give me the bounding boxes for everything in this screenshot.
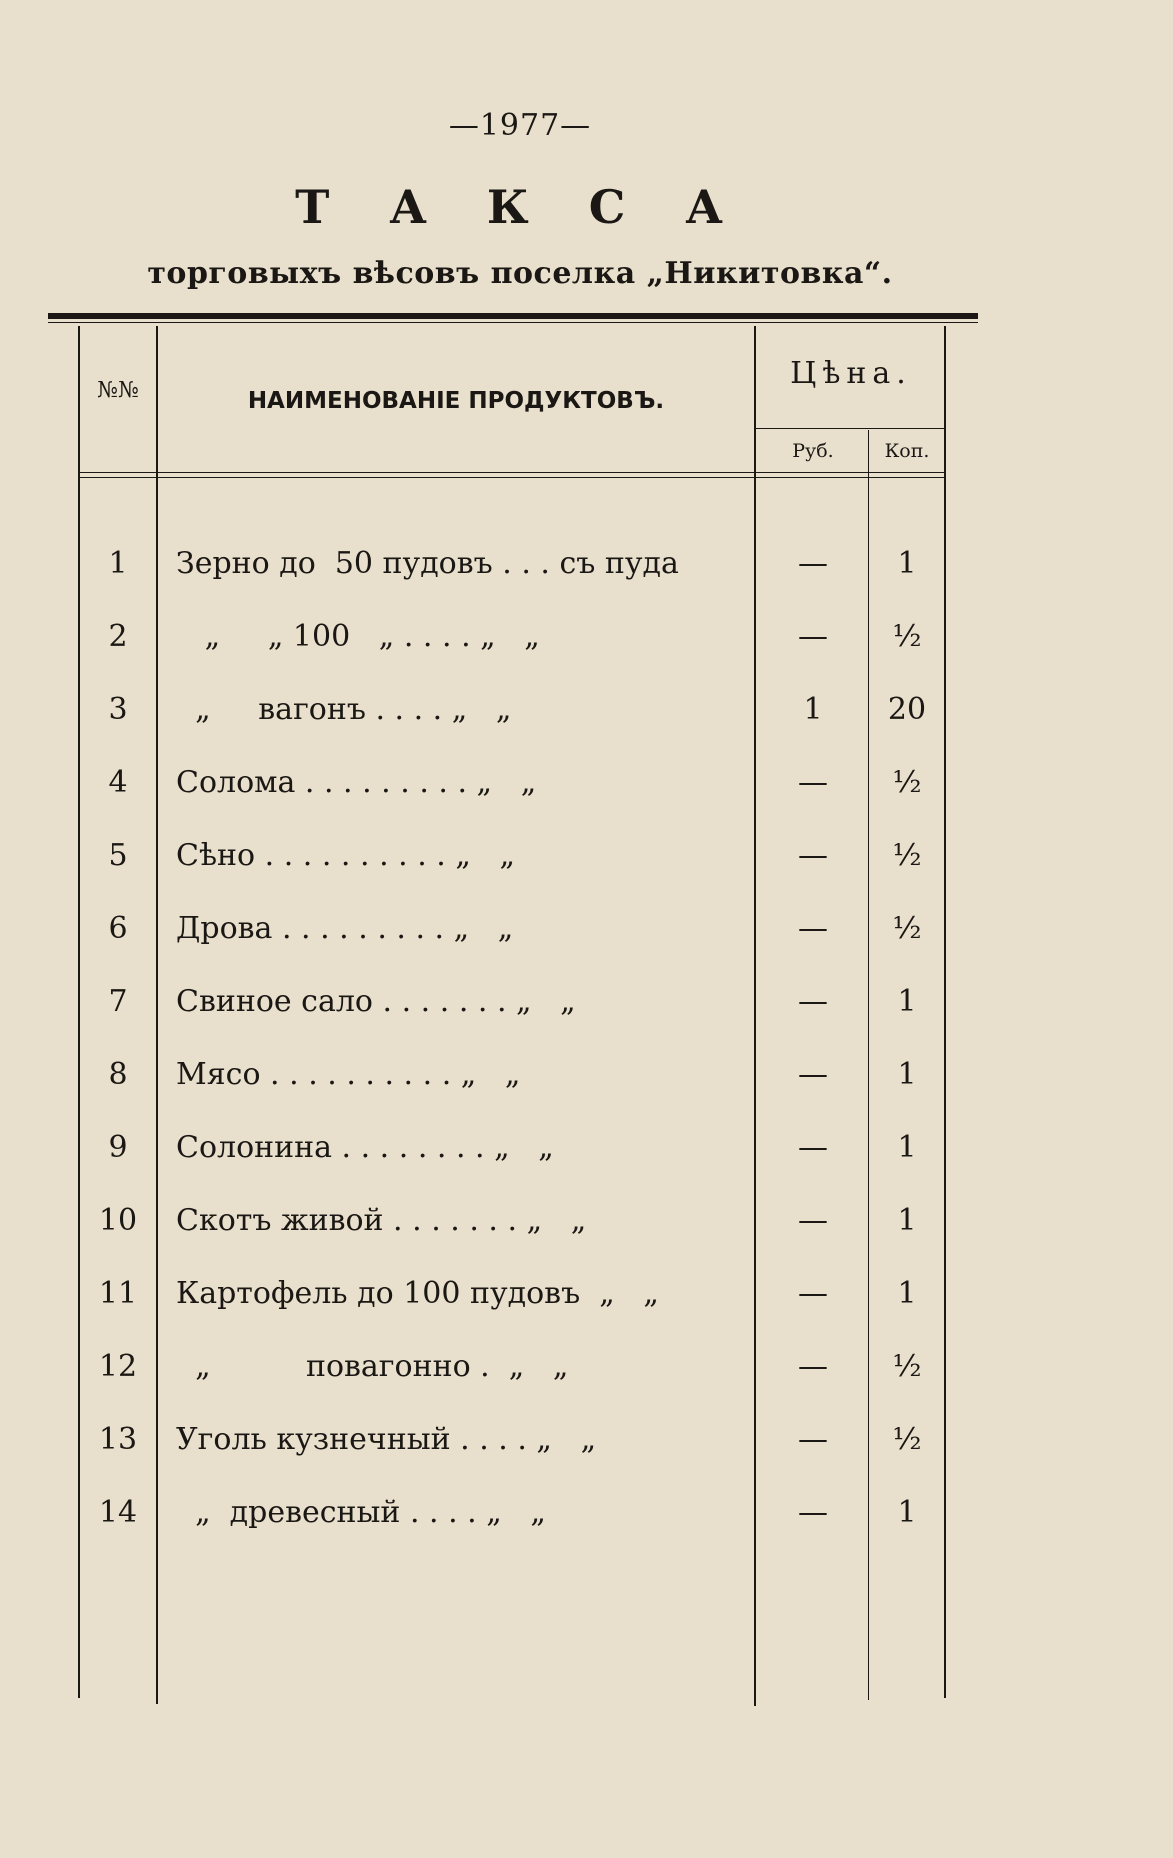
row-number: 4 — [108, 765, 128, 800]
row-number: 1 — [108, 546, 128, 581]
row-kop: ½ — [892, 911, 922, 946]
table-row — [0, 682, 1173, 742]
row-number: 14 — [98, 1495, 138, 1530]
header-price: Цѣна. — [790, 356, 912, 391]
row-kop: 1 — [897, 1203, 917, 1238]
row-number: 8 — [108, 1057, 128, 1092]
header-rub: Руб. — [792, 440, 834, 462]
row-number: 10 — [98, 1203, 138, 1238]
row-product: „ „ 100 „ . . . . „ „ — [176, 619, 540, 654]
row-product: „ вагонъ . . . . „ „ — [176, 692, 512, 727]
table-row — [0, 1193, 1173, 1253]
row-product: Свиное сало . . . . . . . „ „ — [176, 984, 576, 1019]
row-kop: 1 — [897, 1276, 917, 1311]
row-number: 11 — [98, 1276, 138, 1311]
row-rub: — — [798, 911, 828, 946]
table-row — [0, 1412, 1173, 1472]
row-rub: — — [798, 1130, 828, 1165]
row-product: Скотъ живой . . . . . . . „ „ — [176, 1203, 587, 1238]
row-product: Мясо . . . . . . . . . . „ „ — [176, 1057, 521, 1092]
row-number: 12 — [98, 1349, 138, 1384]
header-number: №№ — [97, 378, 139, 403]
row-number: 13 — [98, 1422, 138, 1457]
row-rub: 1 — [803, 692, 823, 727]
row-rub: — — [798, 984, 828, 1019]
header-kop: Коп. — [884, 440, 930, 462]
row-kop: ½ — [892, 1422, 922, 1457]
row-rub: — — [798, 1495, 828, 1530]
row-product: „ повагонно . „ „ — [176, 1349, 569, 1384]
row-rub: — — [798, 1203, 828, 1238]
row-rub: — — [798, 546, 828, 581]
row-kop: 1 — [897, 1130, 917, 1165]
row-number: 7 — [108, 984, 128, 1019]
row-number: 2 — [108, 619, 128, 654]
row-product: Картофель до 100 пудовъ „ „ — [176, 1276, 659, 1311]
table-row — [0, 1120, 1173, 1180]
row-product: Уголь кузнечный . . . . „ „ — [176, 1422, 597, 1457]
table-row — [0, 609, 1173, 669]
row-product: Сѣно . . . . . . . . . . „ „ — [176, 838, 516, 873]
row-kop: ½ — [892, 619, 922, 654]
table-row — [0, 1047, 1173, 1107]
row-kop: 1 — [897, 546, 917, 581]
table-row — [0, 1339, 1173, 1399]
row-product: Зерно до 50 пудовъ . . . съ пуда — [176, 546, 679, 581]
row-rub: — — [798, 1422, 828, 1457]
table-row — [0, 536, 1173, 596]
row-kop: ½ — [892, 838, 922, 873]
row-number: 3 — [108, 692, 128, 727]
row-rub: — — [798, 1276, 828, 1311]
row-kop: ½ — [892, 765, 922, 800]
row-product: Солонина . . . . . . . . „ „ — [176, 1130, 554, 1165]
row-rub: — — [798, 838, 828, 873]
document-subtitle: торговыхъ вѣсовъ поселка „Никитовка“. — [147, 256, 893, 291]
price-subheader-line — [756, 428, 944, 429]
row-rub: — — [798, 619, 828, 654]
table-row — [0, 1485, 1173, 1545]
row-kop: ½ — [892, 1349, 922, 1384]
page-number: —1977— — [448, 108, 592, 143]
table-row — [0, 828, 1173, 888]
row-kop: 1 — [897, 1057, 917, 1092]
row-rub: — — [798, 1349, 828, 1384]
top-rule-thin — [48, 322, 978, 323]
row-kop: 1 — [897, 984, 917, 1019]
header-bottom-line-2 — [80, 477, 944, 478]
row-number: 9 — [108, 1130, 128, 1165]
table-row — [0, 1266, 1173, 1326]
table-row — [0, 901, 1173, 961]
top-rule-thick — [48, 313, 978, 319]
table-row — [0, 755, 1173, 815]
row-product: Дрова . . . . . . . . . „ „ — [176, 911, 514, 946]
document-title: Т А К С А — [295, 180, 745, 234]
table-row — [0, 974, 1173, 1034]
row-number: 5 — [108, 838, 128, 873]
row-product: Солома . . . . . . . . . „ „ — [176, 765, 537, 800]
row-rub: — — [798, 1057, 828, 1092]
header-bottom-line — [80, 472, 944, 473]
row-rub: — — [798, 765, 828, 800]
row-number: 6 — [108, 911, 128, 946]
header-product-name: НАИМЕНОВАНІЕ ПРОДУКТОВЪ. — [247, 388, 665, 414]
row-kop: 20 — [887, 692, 927, 727]
row-kop: 1 — [897, 1495, 917, 1530]
row-product: „ древесный . . . . „ „ — [176, 1495, 546, 1530]
